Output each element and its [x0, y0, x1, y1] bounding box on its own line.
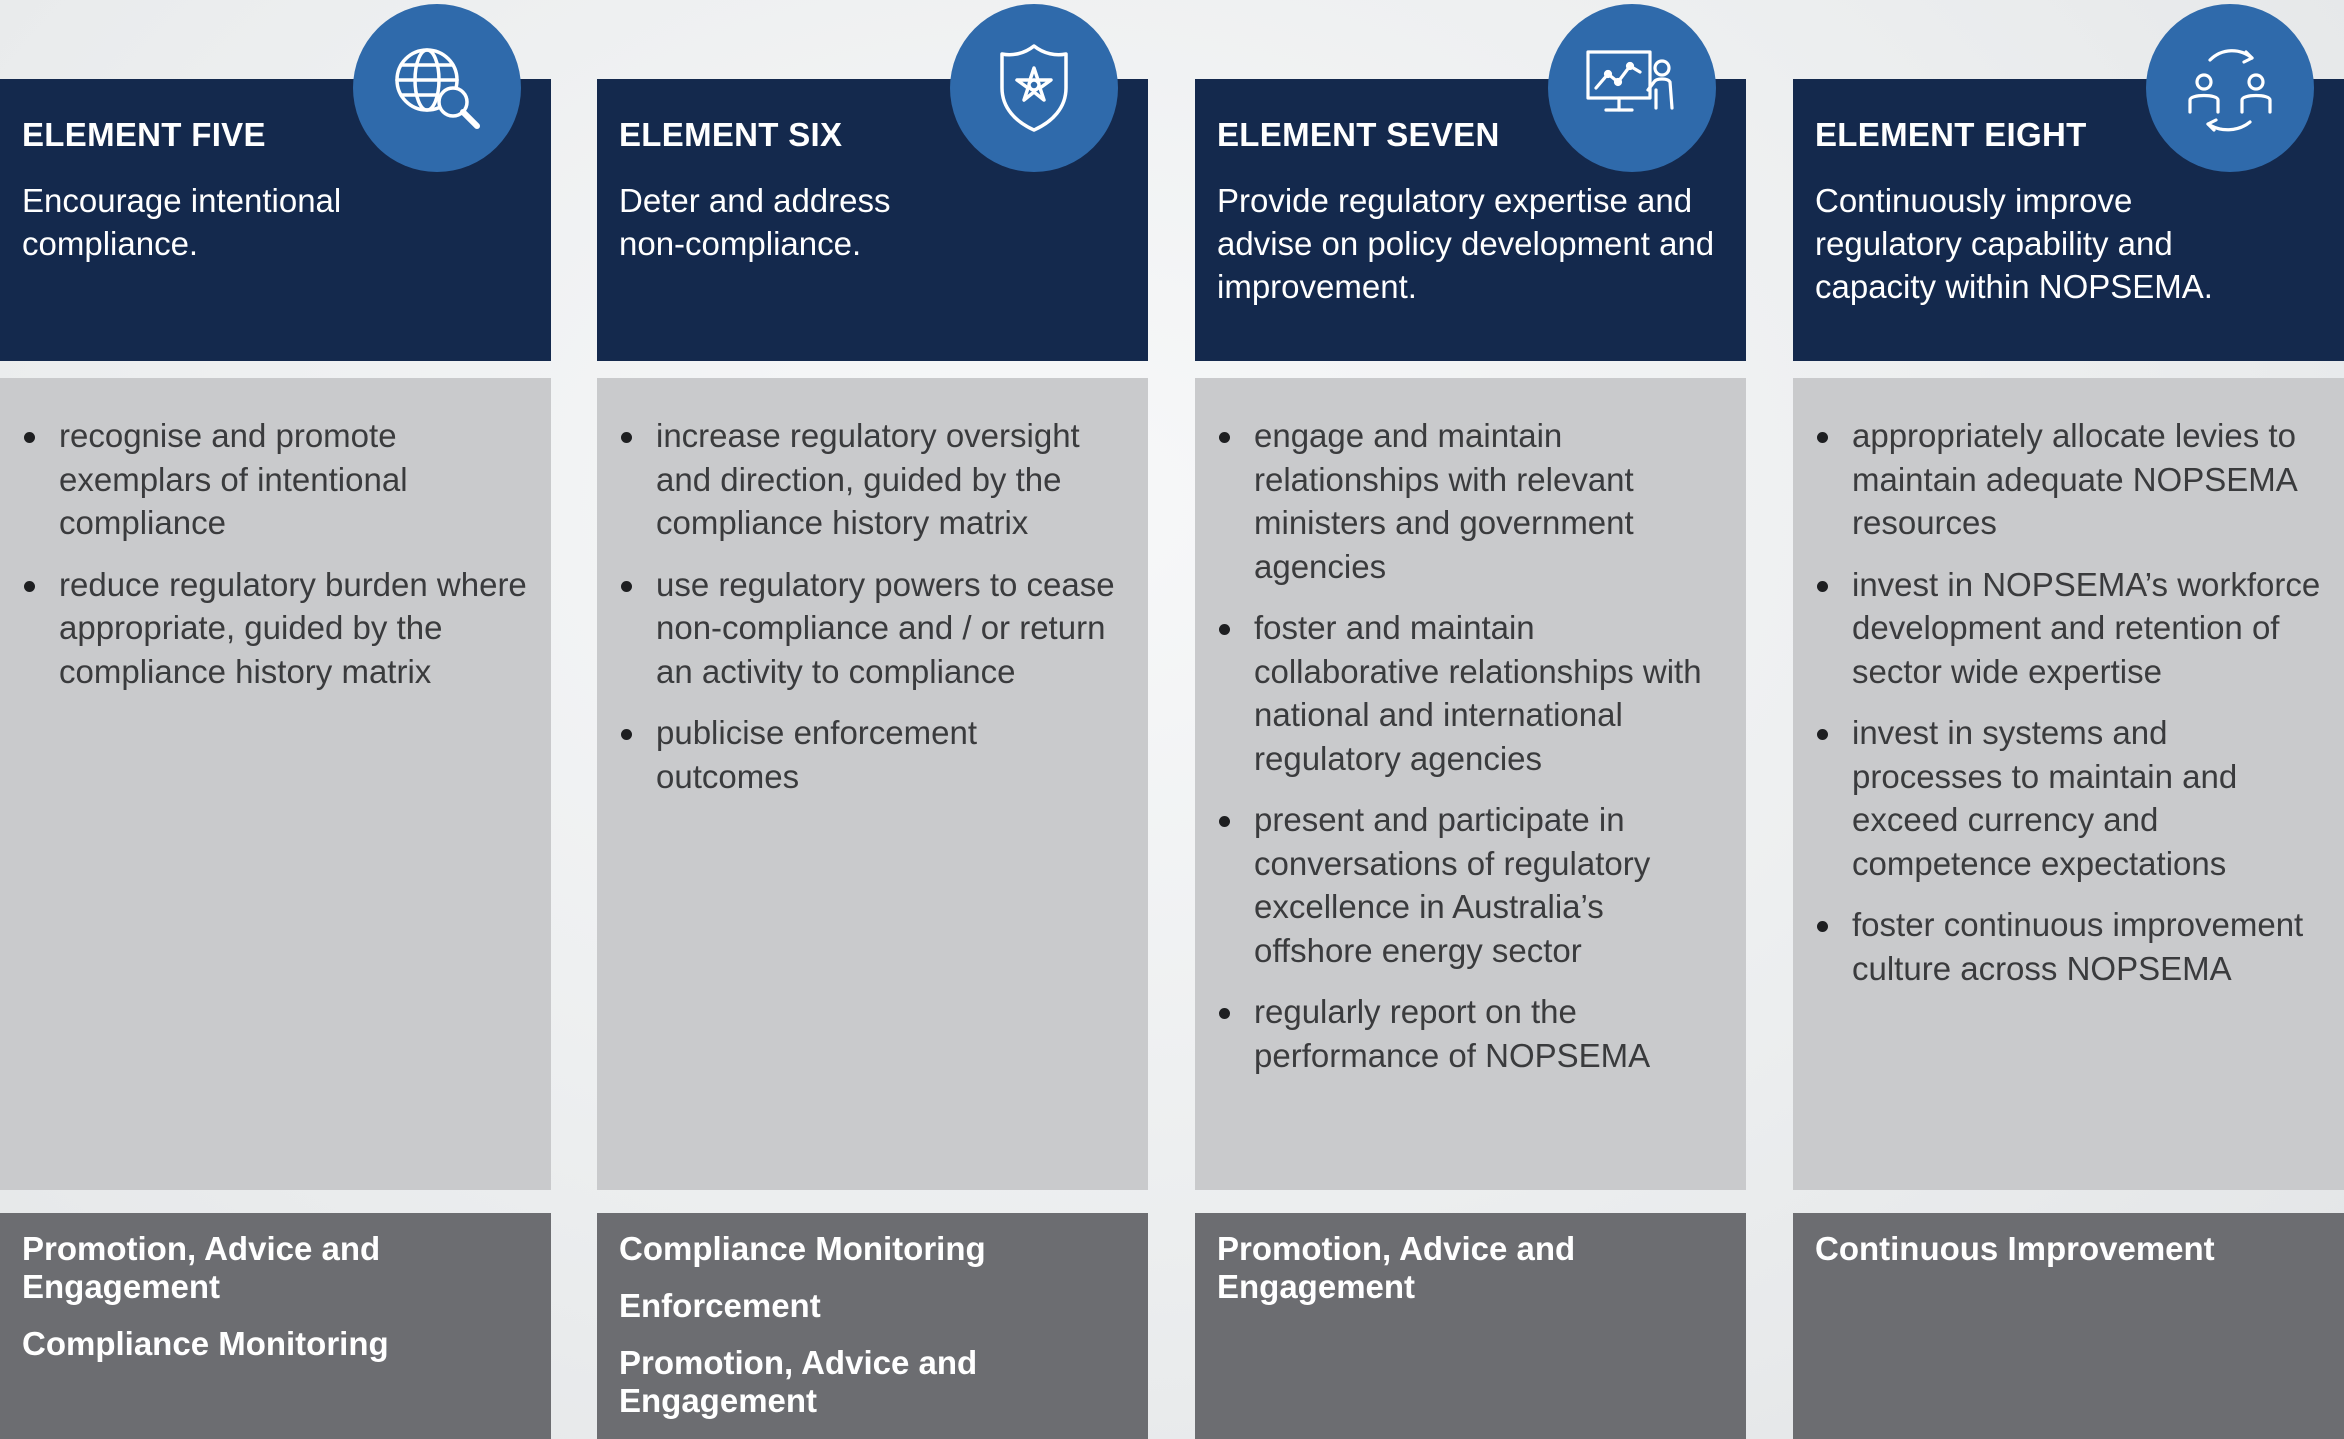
element-actions: [1793, 378, 2344, 1190]
people-exchange-icon: [2146, 4, 2314, 172]
element-actions: [1195, 378, 1746, 1190]
list-item: publicise enforcement outcomes: [619, 711, 1126, 798]
list-item: foster and maintain collaborative relationships with national and international regulatory agencies: [1217, 606, 1724, 780]
list-item: foster continuous improvement culture across NOPSEMA: [1815, 903, 2322, 990]
function-label: Compliance Monitoring: [22, 1325, 389, 1362]
element-functions: [597, 1213, 1148, 1439]
element-functions: [1793, 1213, 2344, 1439]
element-functions: [0, 1213, 551, 1439]
element-subtitle: Continuously improve regulatory capability and capacity within NOPSEMA.: [1815, 182, 2213, 306]
list-item: reduce regulatory burden where appropriate, guided by the compliance history matrix: [22, 563, 529, 694]
element-five-column: [0, 0, 551, 1439]
element-subtitle: Provide regulatory expertise and advise on policy development and improvement.: [1217, 182, 1715, 306]
list-item: recognise and promote exemplars of intentional compliance: [22, 414, 529, 545]
presentation-chart-icon: [1548, 4, 1716, 172]
element-title: ELEMENT SEVEN: [1217, 116, 1500, 153]
globe-search-icon: [353, 4, 521, 172]
function-label: Enforcement: [619, 1287, 821, 1324]
element-seven-column: [1195, 0, 1746, 1439]
police-badge-icon: [950, 4, 1118, 172]
list-item: use regulatory powers to cease non-compliance and / or return an activity to compliance: [619, 563, 1126, 694]
list-item: engage and maintain relationships with relevant ministers and government agencies: [1217, 414, 1724, 588]
element-subtitle: Deter and address non-compliance.: [619, 182, 891, 263]
element-actions: [0, 378, 551, 1190]
function-label: Continuous Improvement: [1815, 1230, 2215, 1267]
element-six-column: [597, 0, 1148, 1439]
element-title: ELEMENT FIVE: [22, 116, 266, 153]
function-label: Compliance Monitoring: [619, 1230, 986, 1267]
list-item: invest in systems and processes to maintain and exceed currency and competence expectations: [1815, 711, 2322, 885]
list-item: increase regulatory oversight and direction, guided by the compliance history matrix: [619, 414, 1126, 545]
element-title: ELEMENT EIGHT: [1815, 116, 2087, 153]
element-actions: [597, 378, 1148, 1190]
element-title: ELEMENT SIX: [619, 116, 843, 153]
list-item: present and participate in conversations of regulatory excellence in Australia’s offshore energy sector: [1217, 798, 1724, 972]
element-subtitle: Encourage intentional compliance.: [22, 182, 342, 263]
function-label: Promotion, Advice and Engagement: [22, 1230, 381, 1305]
element-functions: [1195, 1213, 1746, 1439]
list-item: regularly report on the performance of NOPSEMA: [1217, 990, 1724, 1077]
function-label: Promotion, Advice and Engagement: [1217, 1230, 1576, 1305]
function-label: Promotion, Advice and Engagement: [619, 1344, 978, 1419]
list-item: invest in NOPSEMA’s workforce development and retention of sector wide expertise: [1815, 563, 2322, 694]
list-item: appropriately allocate levies to maintain adequate NOPSEMA resources: [1815, 414, 2322, 545]
element-eight-column: [1793, 0, 2344, 1439]
